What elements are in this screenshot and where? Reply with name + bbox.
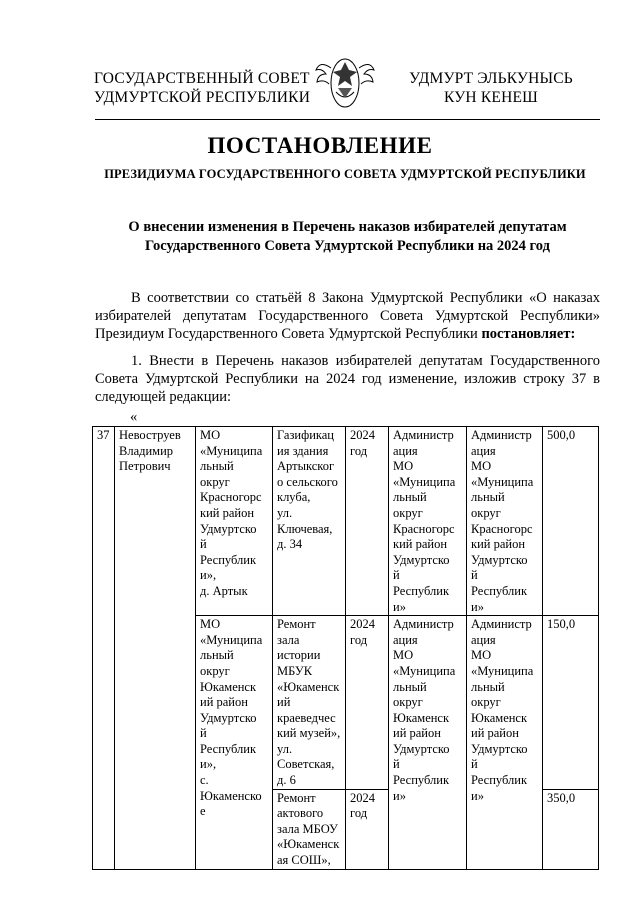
header-left bbox=[94, 69, 310, 107]
year-cell: 2024 год bbox=[346, 427, 389, 616]
header-right-line1: УДМУРТ ЭЛЬКУНЫСЬ bbox=[409, 70, 573, 87]
work-description-cell: Газификац ия здания Артыкског о сельского клуба, ул. Ключевая, д. 34 bbox=[273, 427, 346, 616]
document-heading bbox=[95, 218, 600, 256]
preamble-paragraph bbox=[95, 289, 600, 343]
year-cell: 2024 год bbox=[346, 789, 389, 869]
header-right bbox=[405, 69, 577, 107]
heading-line1: О внесении изменения в Перечень наказов избирателей депутатам bbox=[128, 219, 567, 235]
document-subtitle: ПРЕЗИДИУМА ГОСУДАРСТВЕННОГО СОВЕТА УДМУРТСКОЙ РЕСПУБЛИКИ bbox=[104, 167, 586, 181]
municipality-text: МО «Муниципа льный округ Юкаменск ий район Удмуртско й Республик и», с. bbox=[200, 617, 263, 788]
municipality-cell bbox=[196, 616, 273, 870]
document-title: ПОСТАНОВЛЕНИЕ bbox=[207, 133, 433, 158]
deputy-name: Невоструев Владимир Петрович bbox=[115, 427, 196, 870]
row-number: 37 bbox=[93, 427, 115, 870]
table-row bbox=[93, 427, 599, 616]
header-right-line2: КУН КЕНЕШ bbox=[444, 89, 538, 106]
heading-line2: Государственного Совета Удмуртской Республики на 2024 год bbox=[145, 238, 550, 254]
amount-cell: 350,0 bbox=[543, 789, 599, 869]
amount-cell: 150,0 bbox=[543, 616, 599, 790]
item-1-paragraph: 1. Внести в Перечень наказов избирателей депутатам Государственного Совета Удмуртской Республики на 2024 год изменение, изложив строку 37 в следующей редакции: bbox=[95, 353, 600, 405]
administrator-cell: Администр ация МО «Муниципа льный округ Юкаменск ий район Удмуртско й Республик и» bbox=[389, 616, 467, 870]
header-left-line1: ГОСУДАРСТВЕННЫЙ СОВЕТ bbox=[94, 70, 310, 87]
administrator-cell: Администр ация МО «Муниципа льный округ Красногорс кий район Удмуртско й Республик и» bbox=[389, 427, 467, 616]
recipient-cell: Администр ация МО «Муниципа льный округ Красногорс кий район Удмуртско й Республик и» bbox=[467, 427, 543, 616]
preamble-decree-word: постановляет: bbox=[481, 326, 576, 342]
municipality-cell: МО «Муниципа льный округ Красногорс кий район Удмуртско й Республик и», д. Артык bbox=[196, 427, 273, 616]
work-description-cell: Ремонт актового зала МБОУ «Юкаменск ая СОШ», bbox=[273, 789, 346, 869]
coat-of-arms-icon bbox=[312, 52, 378, 114]
preamble-text: В соответствии со статьёй 8 Закона Удмуртской Республики «О наказах избирателей депутатам Государственного Совета Удмуртской Республики» Президиум Государственного Совета Удмуртской Республики bbox=[95, 290, 600, 342]
opening-quote: « bbox=[130, 409, 138, 425]
municipality-text-cont: Юкаменско е bbox=[200, 788, 262, 819]
mandates-table bbox=[92, 426, 599, 870]
recipient-cell: Администр ация МО «Муниципа льный округ Юкаменск ий район Удмуртско й Республик и» bbox=[467, 616, 543, 870]
work-description-cell: Ремонт зала истории МБУК «Юкаменск ий краеведчес кий музей», ул. Советская, д. 6 bbox=[273, 616, 346, 790]
year-cell: 2024 год bbox=[346, 616, 389, 790]
header-left-line2: УДМУРТСКОЙ РЕСПУБЛИКИ bbox=[94, 89, 311, 106]
amount-cell: 500,0 bbox=[543, 427, 599, 616]
header-divider bbox=[95, 119, 600, 120]
